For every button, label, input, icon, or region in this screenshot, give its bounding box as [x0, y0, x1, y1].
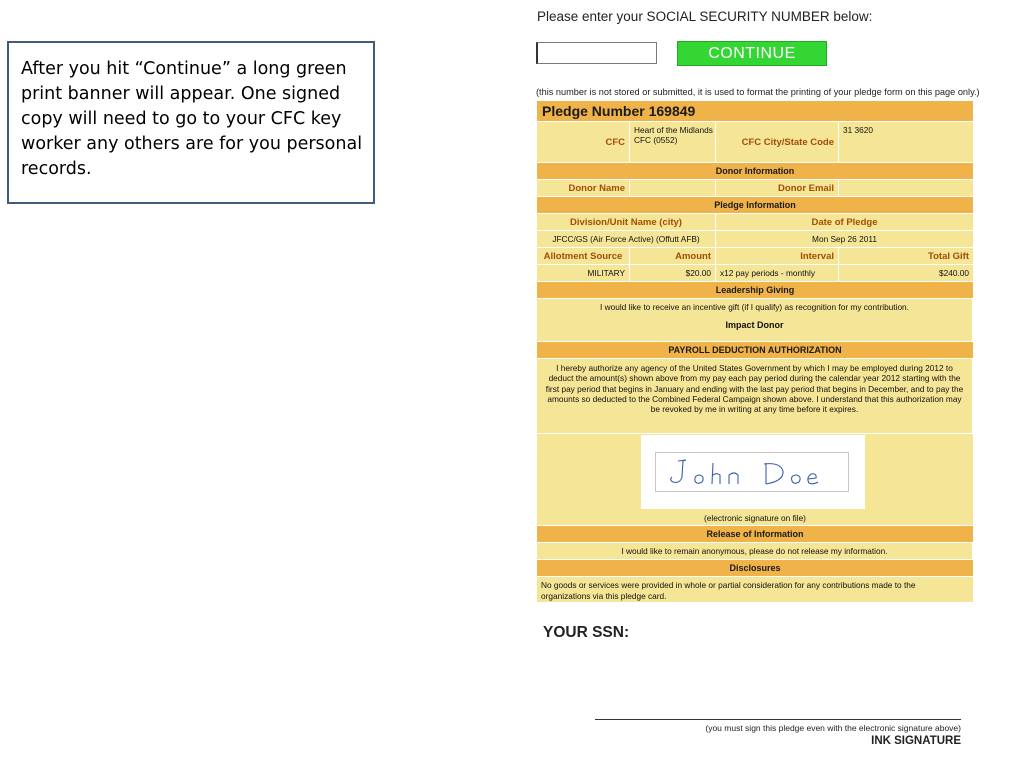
pledge-info-header: Pledge Information — [537, 196, 973, 213]
instruction-note-text: After you hit “Continue” a long green print banner will appear. One signed copy will need to go to your CFC key worker any others are for you personal records. — [21, 59, 363, 179]
disclosures-header: Disclosures — [537, 559, 973, 576]
donor-email-label: Donor Email — [716, 179, 839, 196]
total-gift-label: Total Gift — [839, 247, 973, 264]
ink-signature-line — [595, 719, 961, 720]
cfc-label: CFC — [537, 121, 630, 162]
city-state-label: CFC City/State Code — [716, 121, 839, 162]
release-text: I would like to remain anonymous, please do not release my information. — [537, 542, 973, 559]
donor-info-header: Donor Information — [537, 162, 973, 179]
sign-instruction: (you must sign this pledge even with the electronic signature above) — [705, 723, 961, 733]
amount-label: Amount — [630, 247, 716, 264]
electronic-signature-box — [641, 435, 865, 509]
continue-button[interactable]: CONTINUE — [677, 41, 827, 66]
leadership-section — [537, 298, 973, 341]
pledge-title: Pledge Number 169849 — [537, 101, 973, 121]
interval-value: x12 pay periods - monthly — [716, 264, 839, 281]
allotment-label: Allotment Source — [537, 247, 630, 264]
donor-name-value — [630, 179, 716, 196]
impact-donor-label: Impact Donor — [725, 320, 784, 330]
your-ssn-label: YOUR SSN: — [543, 624, 630, 641]
amount-value: $20.00 — [630, 264, 716, 281]
date-value: Mon Sep 26 2011 — [716, 230, 973, 247]
release-header: Release of Information — [537, 525, 973, 542]
ssn-prompt: Please enter your SOCIAL SECURITY NUMBER below: — [537, 9, 873, 24]
leadership-header: Leadership Giving — [537, 281, 973, 298]
total-gift-value: $240.00 — [839, 264, 973, 281]
allotment-value: MILITARY — [537, 264, 630, 281]
ink-signature-label: INK SIGNATURE — [871, 735, 961, 747]
signature-image — [656, 453, 848, 491]
signature-frame — [655, 452, 849, 492]
pledge-form — [537, 101, 973, 602]
ssn-disclaimer: (this number is not stored or submitted, it is used to format the printing of your pledge form on this page only.) — [536, 87, 980, 97]
city-state-value: 31 3620 — [839, 121, 973, 162]
interval-label: Interval — [716, 247, 839, 264]
donor-name-label: Donor Name — [537, 179, 630, 196]
instruction-note — [7, 41, 375, 204]
ssn-input[interactable] — [536, 42, 657, 64]
division-label: Division/Unit Name (city) — [537, 213, 716, 230]
leadership-text: I would like to receive an incentive gift (if I qualify) as recognition for my contribution. — [600, 302, 909, 312]
payroll-header: PAYROLL DEDUCTION AUTHORIZATION — [537, 341, 973, 358]
disclosures-text: No goods or services were provided in whole or partial consideration for any contributions made to the organizations via this pledge card. — [537, 576, 973, 602]
signature-note: (electronic signature on file) — [704, 513, 806, 523]
cfc-value: Heart of the Midlands CFC (0552) — [630, 121, 716, 162]
signature-area — [537, 433, 973, 525]
donor-email-value — [839, 179, 973, 196]
division-value: JFCC/GS (Air Force Active) (Offutt AFB) — [537, 230, 716, 247]
date-label: Date of Pledge — [716, 213, 973, 230]
payroll-text: I hereby authorize any agency of the United States Government by which I may be employed during 2012 to deduct the amount(s) shown above from my pay each pay period during the calendar year 2012 starting with the first pay period that begins in January and ending with the last pay period that begins in December, and to pay the amounts so deducted to the Combined Federal Campaign shown above. I understand that this authorization may be revoked by me in writing at any time before it expires. — [537, 358, 973, 433]
